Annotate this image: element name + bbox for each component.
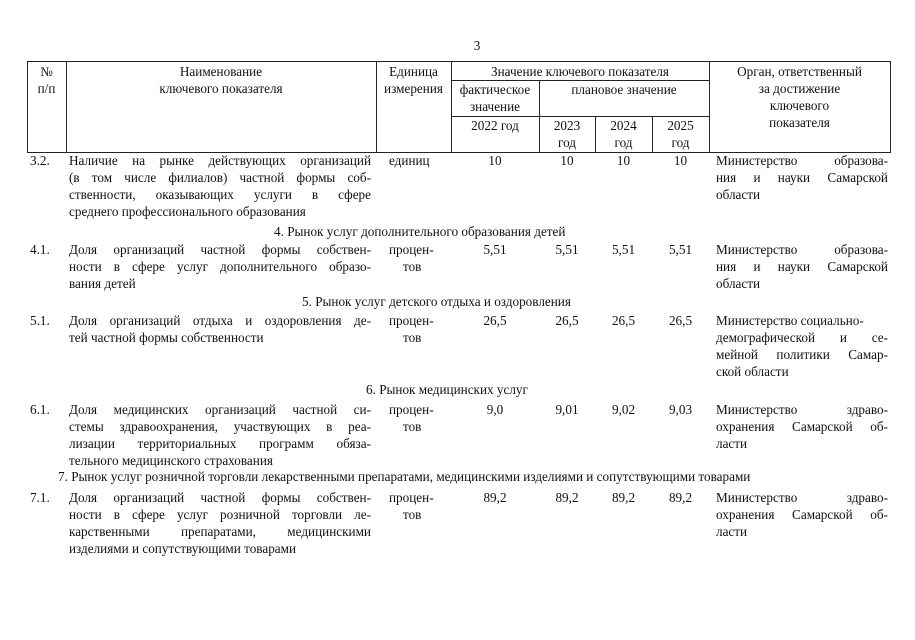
row-name-line: (в том числе филиалов) частной формы соб- [69,170,371,185]
row-number: 3.2. [30,153,50,168]
section-heading: 5. Рынок услуг детского отдыха и оздоровления [302,294,571,309]
row-org-line: ния и науки Самарской [716,170,888,185]
section-heading: 6. Рынок медицинских услуг [366,382,528,397]
row-org-line: Министерство здраво- [716,402,888,417]
row-name-line: карственными препаратами, медицинскими [69,524,371,539]
row-name-line: Доля организаций частной формы собствен- [69,242,371,257]
row-number: 7.1. [30,490,50,505]
row-name-line: лизации территориальных программ обяза- [69,436,371,451]
row-org-line: ской области [716,364,789,379]
header-text: Наименование [179,64,263,79]
row-unit: процен- [389,490,434,505]
row-org-line: Министерство образова- [716,242,888,257]
value-2025: 9,03 [668,402,693,417]
row-unit: процен- [389,242,434,257]
row-unit: тов [403,419,422,434]
header-col-value-group: Значение ключевого показателя [491,64,669,79]
row-name-line: Доля организаций частной формы собствен- [69,490,371,505]
header-col-unit [376,63,451,97]
value-2022: 26,5 [483,313,507,328]
row-number: 6.1. [30,402,50,417]
header-text: измерения [384,81,443,96]
value-2024: 26,5 [611,313,636,328]
header-text: ключевого показателя [159,81,283,96]
row-org-line: ласти [716,436,748,451]
row-name-line: стемы здравоохранения, участвующих в реа- [69,419,371,434]
row-name-line: вания детей [69,276,136,291]
header-col-actual [451,81,539,115]
header-text: год [614,135,633,150]
row-name-line: Наличие на рынке действующих организаций [69,153,371,168]
row-org-line: мейной политики Самар- [716,347,888,362]
value-2023: 26,5 [555,313,579,328]
value-2022: 10 [488,153,502,168]
header-text: 2025 [667,118,694,133]
header-text: Единица [389,64,438,79]
header-col-number [27,63,66,97]
value-2024: 9,02 [611,402,636,417]
row-name-line: Доля медицинских организаций частной си- [69,402,371,417]
header-col-planned: плановое значение [571,82,677,97]
value-2025: 10 [673,153,688,168]
section-heading: 7. Рынок услуг розничной торговли лекарственными препаратами, медицинскими изделиями и сопутствующими товарами [58,469,751,484]
row-name-line: ности в сфере услуг розничной торговли ле- [69,507,371,522]
header-text: за достижение [758,81,841,96]
header-top-border-right [709,61,890,62]
header-text: год [557,135,576,150]
value-2023: 5,51 [555,242,579,257]
row-name-line: ности в сфере услуг дополнительного образо- [69,259,371,274]
header-text: № [40,64,53,79]
row-name-line: тей частной формы собственности [69,330,264,345]
row-unit: единиц [389,153,430,168]
row-name-line: Доля организаций отдыха и оздоровления де- [69,313,371,328]
header-year-2025 [652,117,709,151]
page-number: 3 [473,38,481,53]
value-2025: 5,51 [668,242,693,257]
header-col-name [66,63,376,97]
header-text: 2023 [553,118,581,133]
header-text: Орган, ответственный [737,64,862,79]
header-col-org [709,63,890,131]
header-text: год [671,135,690,150]
row-unit: тов [403,507,422,522]
header-vline [890,61,891,153]
value-2025: 89,2 [668,490,693,505]
header-text: 2024 [610,118,637,133]
header-text: ключевого [769,98,830,113]
value-2023: 9,01 [555,402,579,417]
value-2023: 10 [560,153,574,168]
row-name-line: среднего профессионального образования [69,204,306,219]
value-2024: 5,51 [611,242,636,257]
row-name-line: тельного медицинского страхования [69,453,273,468]
header-text: значение [469,99,521,114]
row-org-line: области [716,276,761,291]
row-number: 5.1. [30,313,50,328]
value-2022: 5,51 [483,242,507,257]
header-year-2022: 2022 год [471,118,519,133]
header-text: показателя [769,115,830,130]
value-2023: 89,2 [555,490,579,505]
row-number: 4.1. [30,242,50,257]
row-org-line: Министерство здраво- [716,490,888,505]
value-2025: 26,5 [668,313,693,328]
section-heading: 4. Рынок услуг дополнительного образования детей [274,224,566,239]
header-text: фактическое [459,82,531,97]
header-top-border [27,61,709,62]
header-year-2023 [539,117,595,151]
value-2024: 89,2 [611,490,636,505]
row-org-line: ласти [716,524,748,539]
row-org-line: Министерство социально- [716,313,864,328]
row-org-line: ния и науки Самарской [716,259,888,274]
row-name-line: ственности, оказывающих услуги в сфере [69,187,371,202]
value-2024: 10 [616,153,631,168]
header-year-2024 [595,117,652,151]
row-org-line: Министерство образова- [716,153,888,168]
value-2022: 9,0 [486,402,504,417]
row-name-line: изделиями и сопутствующими товарами [69,541,297,556]
row-unit: тов [403,259,422,274]
row-org-line: охранения Самарской об- [716,507,888,522]
row-org-line: области [716,187,761,202]
row-org-line: охранения Самарской об- [716,419,888,434]
row-unit: процен- [389,313,434,328]
row-org-line: демографической и се- [716,330,888,345]
row-unit: тов [403,330,422,345]
value-2022: 89,2 [483,490,507,505]
row-unit: процен- [389,402,434,417]
header-text: п/п [37,81,56,96]
